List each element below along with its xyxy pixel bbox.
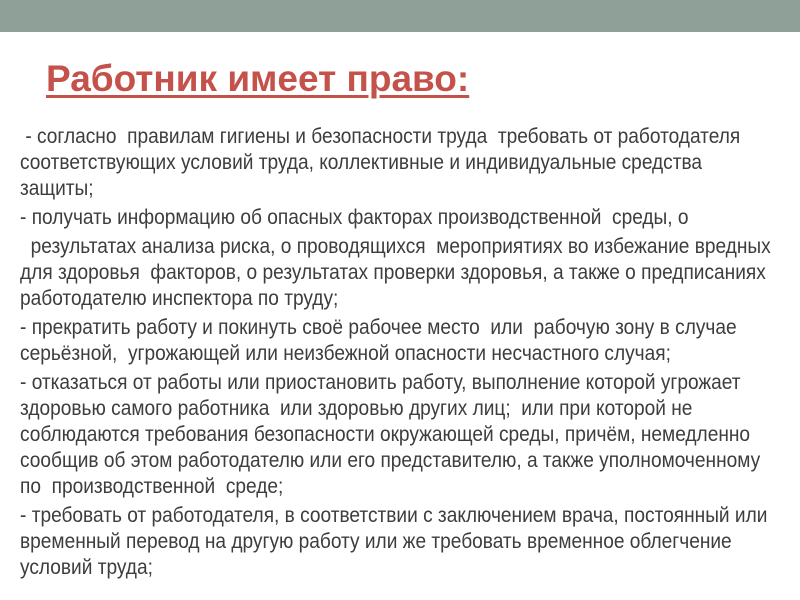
slide-title: Работник имеет право: (46, 58, 470, 99)
bullet-paragraph: - получать информацию об опасных факторах производственной среды, о (20, 206, 689, 229)
slide-top-band (0, 0, 800, 32)
bullet-paragraph: - отказаться от работы или приостановить работу, выполнение которой угрожает здоровью самого работника или здоровью других лиц; или при которой не соблюдаются требования безопасности окружающей среды, причём, немедленно сообщив об этом работодателю или его представителю, а также уполномоченному по производственной среде; (20, 371, 771, 498)
bullet-paragraph: результатах анализа риска, о проводящихся мероприятиях во избежание вредных для здоровья факторов, о результатах проверки здоровья, а также о предписаниях работодателю инспектора по труду; (20, 235, 777, 310)
bullet-paragraph: - согласно правилам гигиены и безопасности труда требовать от работодателя соответствующих условий труда, коллективные и индивидуальные средства защиты; (20, 125, 751, 200)
bullet-paragraph: - прекратить работу и покинуть своё рабочее место или рабочую зону в случае серьёзной, угрожающей или неизбежной опасности несчастного случая; (20, 316, 742, 365)
bullet-paragraph: - требовать от работодателя, в соответствии с заключением врача, постоянный или временный перевод на другую работу или же требовать временное облегчение условий труда; (20, 504, 789, 579)
slide-body (0, 124, 800, 584)
